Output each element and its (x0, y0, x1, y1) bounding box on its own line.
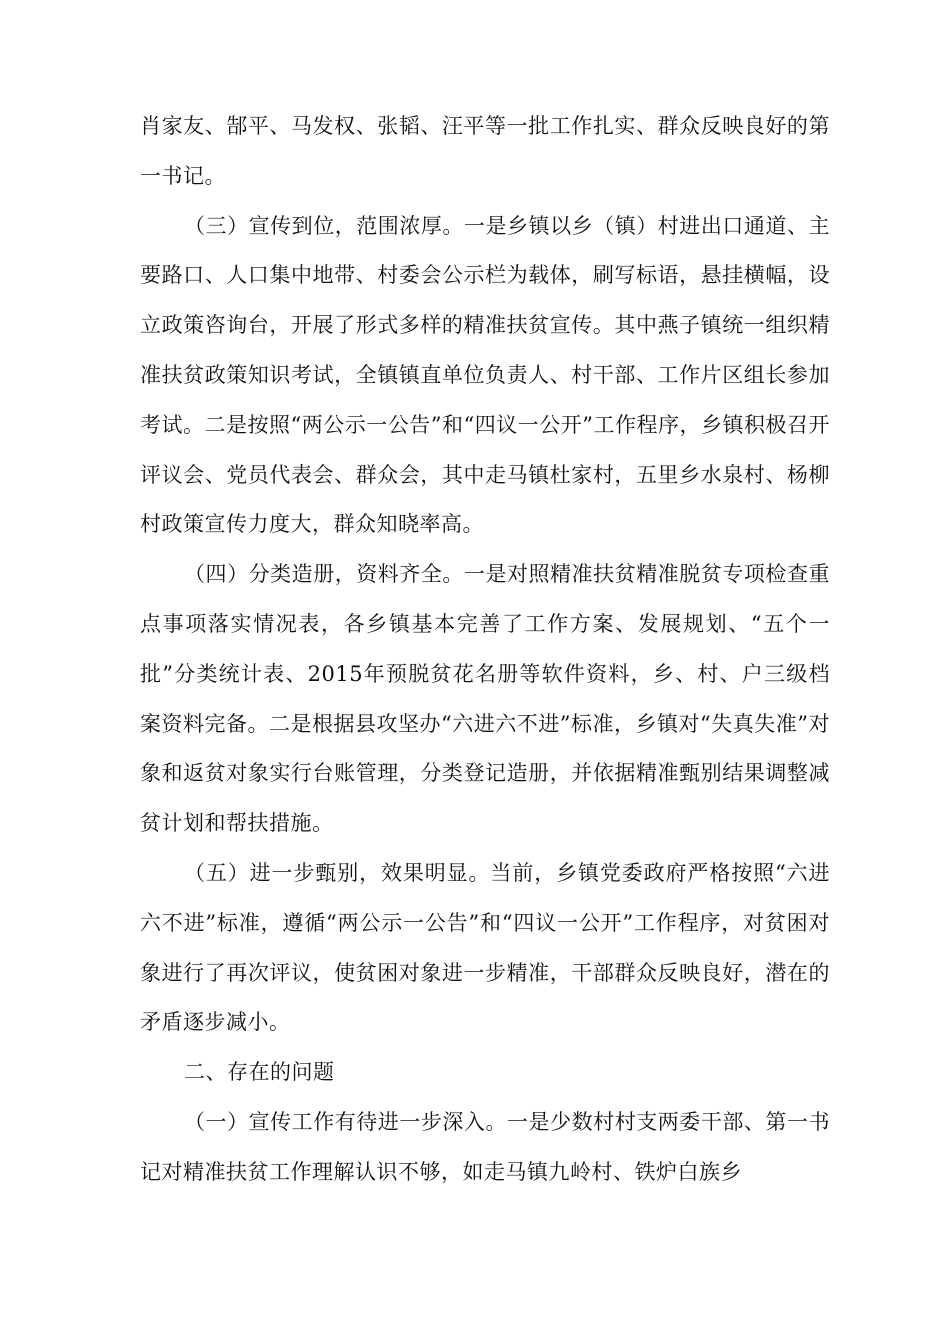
paragraph-publicity: （三）宣传到位，范围浓厚。一是乡镇以乡（镇）村进出口通道、主要路口、人口集中地带、村委会公示栏为载体，刷写标语，悬挂横幅，设立政策咨询台，开展了形式多样的精准扶贫宣传。其中燕子镇统一组织精准扶贫政策知识考试，全镇镇直单位负责人、村干部、工作片区组长参加考试。二是按照“两公示一公告”和“四议一公开”工作程序，乡镇积极召开评议会、党员代表会、群众会，其中走马镇杜家村，五里乡水泉村、杨柳村政策宣传力度大，群众知晓率高。 (140, 213, 830, 537)
document-body (140, 102, 830, 1198)
paragraph-screening: （五）进一步甄别，效果明显。当前，乡镇党委政府严格按照“六进六不进”标准，遵循“两公示一公告”和“四议一公开”工作程序，对贫困对象进行了再次评议，使贫困对象进一步精准，干部群众反映良好，潜在的矛盾逐步减小。 (140, 860, 830, 1035)
paragraph-publicity-problem: （一）宣传工作有待进一步深入。一是少数村村支两委干部、第一书记对精准扶贫工作理解认识不够，如走马镇九岭村、铁炉白族乡 (140, 1109, 830, 1184)
paragraph-first-secretaries: 肖家友、郜平、马发权、张韬、汪平等一批工作扎实、群众反映良好的第一书记。 (140, 114, 830, 188)
section-heading-problems: 二、存在的问题 (184, 1060, 335, 1085)
paragraph-records: （四）分类造册，资料齐全。一是对照精准扶贫精准脱贫专项检查重点事项落实情况表，各乡镇基本完善了工作方案、发展规划、“五个一批”分类统计表、2015年预脱贫花名册等软件资料，乡、村、户三级档案资料完备。二是根据县攻坚办“六进六不进”标准，乡镇对“失真失准”对象和返贫对象实行台账管理，分类登记造册，并依据精准甄别结果调整减贫计划和帮扶措施。 (140, 562, 830, 836)
